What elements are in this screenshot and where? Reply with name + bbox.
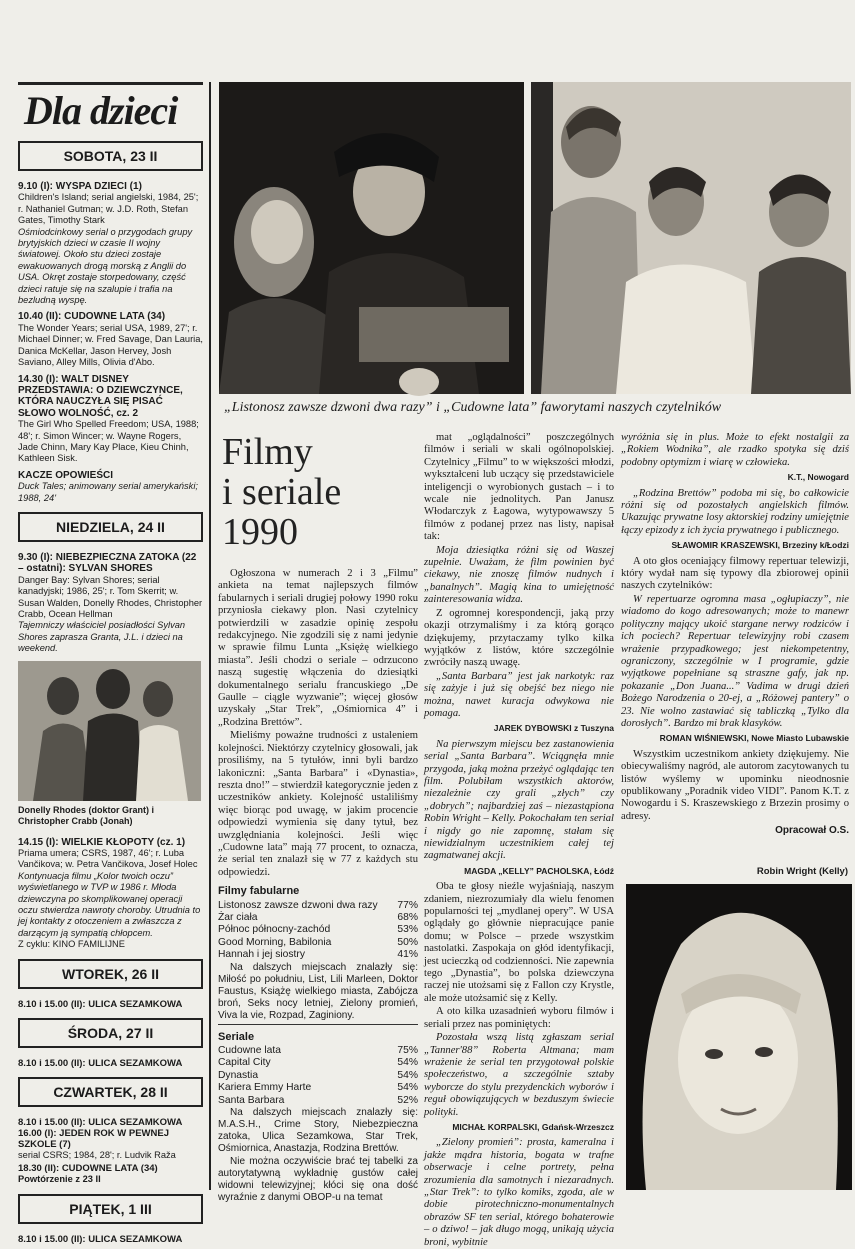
program-title: 9.30 (I): NIEBEZPIECZNA ZATOKA (22 – ostatni): SYLVAN SHORES [18, 551, 197, 575]
robin-wright-portrait-art [626, 884, 852, 1190]
program-entry [18, 311, 203, 368]
article-column-2 [424, 432, 614, 1248]
series-table-title: Seriale [218, 1030, 255, 1043]
reader-quote: W repertuarze ogromna masa „ogłupiaczy”, nie wiadomo do kogo adresowanych; może to manewr polityczny mający ukoić stargane nerwy rodziców i ich pociech? Repertuar telewizyjny robi czasem wrażenie przypadkowego; jest niekompetentny, ograniczony, szczególnie w I programie, gdzie wyjątkowe popełniane są straszne gafy, jak np. pokazanie „Don Juana...” Vadima w drugi dzień Bożego Narodzenia o 20-ej, a „Różowej pantery” o 23. Nie wolno zastawiać się tabliczką „Tylko dla dorosłych”. Bardzo mi brak klasyków. [621, 593, 849, 729]
ranking-title: Dynastia [218, 1069, 259, 1081]
program-line: 8.10 i 15.00 (II): ULICA SEZAMKOWA [18, 1233, 183, 1245]
ranking-title: Cudowne lata [218, 1045, 281, 1056]
day-header-tuesday: WTOREK, 26 II [18, 959, 203, 989]
article-paragraph: Oba te głosy nieźle wyjaśniają, naszym zdaniem, niezrozumiały dla wielu fenomen popularności tej „mydlanej opery”. W USA oglądały go głównie niepracujące panie domu; w Polsce – przede wszystkim nastolatki. Zaspokaja on głód identyfikacji, jest ucieczką od codzienności. Nie zapewnia tego „Dynastia”, bo polska dziewczyna raczej nie utożsami się z Fallon czy Krystle, ale może utożsamić się z Kelly. [424, 881, 614, 1004]
program-line: 8.10 i 15.00 (II): ULICA SEZAMKOWA [18, 1057, 183, 1069]
headline-line-1: Filmy [222, 431, 313, 473]
article-paragraph: Mieliśmy poważne trudności z ustaleniem kolejności. Niektórzy czytelnicy głosowali, jak prosiliśmy, na 5 tytułów, inni byli bardzo lakoniczni: „Santa Barbara” i «Dynastia», reszta dno!” – stwierdził kategorycznie jeden z uczestników ankiety. Kolejność ustaliliśmy więc biorąc pod uwagę, w jakim procencie odpowiedzi wymienia się dany tytuł, bez uwzględniania kolejności. Jeśli więc „Cudowne lata” mają 77 procent, to oznacza, że serial ten znalazł się w 77 z każdych stu odpowiedzi. [218, 730, 418, 878]
program-entry [18, 552, 203, 655]
kids-logo: Dla dzieci [24, 88, 178, 133]
article-paragraph: Nie można oczywiście brać tej tabelki za autorytatywną wykładnię gustów całej widowni telewizyjnej; kłóci się ona dość wyraźnie z danymi OBOP-u na temat [218, 1156, 418, 1204]
editor-signature: Opracował O.S. [775, 825, 849, 837]
films-more: Na dalszych miejscach znalazły się: Miłość po południu, List, Lili Marleen, Doktor Faustus, Książę wielkiego miasta, Zabójcza broń, Seks nocy letniej, Zielony promień, Viva la vie, Rozpad, Zaginiony. [218, 961, 418, 1021]
ranking-row [218, 912, 418, 924]
program-description: Tajemniczy właściciel posiadłości Sylvan Shores zaprasza Granta, J.L. i dzieci na weekend. [18, 620, 186, 654]
program-line: 18.30 (II): CUDOWNE LATA (34) [18, 1163, 158, 1175]
program-title: 14.30 (I): WALT DISNEY PRZEDSTAWIA: O DZIEWCZYNCE, KTÓRA NAUCZYŁA SIĘ PISAĆ SŁOWO WOLNOŚĆ, cz. 2 [18, 373, 183, 419]
reader-signature: JAREK DYBOWSKI z Tuszyna [493, 723, 614, 734]
reader-quote: Moja dziesiątka różni się od Waszej zupełnie. Uważam, że film powinien być ciekawy, nie znoszę filmów nudnych i „banalnych”. Magią kina to umiejętność zainteresowania widza. [424, 544, 614, 606]
article-column-1 [218, 568, 418, 1204]
program-details: Duck Tales; animowany serial amerykański; 1988, 24' [18, 481, 198, 503]
ranking-title: Hannah i jej siostry [218, 949, 305, 961]
photo-caption: Donelly Rhodes (doktor Grant) i Christopher Crabb (Jonah) [18, 804, 155, 826]
wonder-years-film-still [531, 82, 851, 394]
day-header-sunday: NIEDZIELA, 24 II [18, 512, 203, 542]
program-line: 8.10 i 15.00 (II): ULICA SEZAMKOWA [18, 998, 183, 1010]
danger-bay-photo-art [18, 661, 201, 801]
reader-signature: ROMAN WIŚNIEWSKI, Nowe Miasto Lubawskie [659, 733, 849, 744]
ranking-percent: 54% [397, 1082, 418, 1094]
reader-quote: Na pierwszym miejscu bez zastanowienia serial „Santa Barbara”. Wciągnęła mnie przygoda, jaką można przeżyć oglądając ten film. Polubiłam wszystkich aktorów, niezależnie czy grali „złych” czy „dobrych”; najbardziej zaś – niezastąpiona Robin Wright – Kelly. Pokochałam ten serial i nigdy go nie zapomnę, stałam się niewidzialnym uczestnikiem całej tej zagmatwanej akcji. [424, 738, 614, 862]
day-header-friday: PIĄTEK, 1 III [18, 1194, 203, 1224]
ranking-percent: 54% [397, 1069, 418, 1081]
ranking-percent: 75% [397, 1045, 418, 1056]
program-title: 14.15 (I): WIELKIE KŁOPOTY (cz. 1) [18, 836, 186, 848]
program-title: 9.10 (I): WYSPA DZIECI (1) [18, 181, 142, 192]
photo-credit: Robin Wright (Kelly) [756, 866, 848, 877]
ranking-title: Żar ciała [218, 911, 258, 923]
wonder-years-film-still-art [531, 82, 851, 394]
article-lead: Ogłoszona w numerach 2 i 3 „Filmu” ankieta na temat najlepszych filmów fabularnych i seriali drugiej połowy 1990 roku przyniosła ciekawy plon. Nasi czytelnicy potwierdzili w zasadzie opinię zespołu redakcyjnego. Nie zgodzili się z nami jedynie w sprawie filmu Lunta „Księżę wielkiego miasta”. Jeśli chodzi o seriale – odrzucono naszą sugestię włączenia do dziesiątki dokumentalnego serialu francuskiego „De Gaulle – ciągle wyzwanie”; więcej głosów uzyskały „Star Trek”, „Ośmiornica 4” i „Rodzina Brettów”. [218, 568, 418, 728]
reader-signature: MICHAŁ KORPALSKI, Gdańsk-Wrzeszcz [452, 1121, 614, 1132]
reader-quote: Pozostała wszą listą zgłaszam serial „Tanner'88” Roberta Altmana; mam wrażenie że serial ten przygotował polskie społeczeństwo, a szczególnie sztaby wyborcze do stylu prezydenckich wyborów i reguł obowiązujących w bezduszym świecie polityki. [424, 1032, 614, 1118]
program-title: KACZE OPOWIEŚCI [18, 469, 114, 481]
program-description: Ośmiodcinkowy serial o przygodach grupy brytyjskich dzieci w czasie II wojny światowej. Około stu dzieci zostaje ewakuowanych drogą morską z Anglii do USA. Okręt zostaje storpedowany, część dzieci ratuje się na szalupie i trafia na bezludną wyspę. [18, 226, 193, 306]
headline-line-3: 1990 [222, 511, 298, 553]
program-details: serial CSRS; 1984, 28'; r. Ludvik Raža [18, 1149, 176, 1160]
program-title: 10.40 (II): CUDOWNE LATA (34) [18, 311, 166, 323]
ranking-percent: 52% [397, 1094, 418, 1106]
program-details: Danger Bay: Sylvan Shores; serial kanadyjski; 1986, 25'; r. Tom Skerrit; w. Susan Walden, Donelly Rhodes, Christopher Crabb, Ocean Hellman [18, 574, 203, 619]
ranking-percent: 50% [397, 936, 418, 948]
ranking-title: Good Morning, Babilonia [218, 936, 332, 948]
article-headline [222, 432, 422, 552]
ranking-title: Santa Barbara [218, 1094, 285, 1106]
program-entry [18, 837, 203, 951]
ranking-row [218, 1045, 418, 1057]
program-details: Children's Island; serial angielski, 1984, 25'; r. Nathaniel Gutman; w. J.D. Roth, Stefan Gates, Timothy Stark [18, 192, 199, 226]
column-top-rule [18, 82, 203, 85]
article-paragraph: Z ogromnej korespondencji, jaką przy okazji otrzymaliśmy i za którą gorąco dziękujemy, przytaczamy tylko kilka wyjątków z listów, które szczególnie zwróciły naszą uwagę. [424, 607, 614, 669]
reader-quote: wyróżnia się in plus. Może to efekt nostalgii za „Rokiem Wodnika”, ale rzadko spotyka się dziś podobny optymizm i wiarę w człowieka. [621, 432, 849, 468]
films-table-title: Filmy fabularne [218, 885, 300, 898]
ranking-title: Capital City [218, 1057, 271, 1069]
ranking-row [218, 937, 418, 949]
reader-quote: „Rodzina Brettów” podoba mi się, bo całkowicie różni się od pozostałych angielskich filmów. Ukazując prywatne losy aktorskiej rodziny umiejętnie łączy epizody z ich życia prywatnego i publicznego. [621, 487, 849, 536]
article-column-3 [621, 432, 849, 852]
program-details: The Girl Who Spelled Freedom; USA, 1988; 48'; r. Simon Wincer; w. Wayne Rogers, Jade Chinn, Mary Kay Place, Kieu Chinh, Kathleen Sisk. [18, 419, 199, 464]
day-header-saturday: SOBOTA, 23 II [18, 141, 203, 171]
ranking-row [218, 949, 418, 961]
ranking-row [218, 1082, 418, 1094]
ranking-row [218, 1057, 418, 1069]
postman-film-still [219, 82, 524, 394]
postman-film-still-art [219, 82, 524, 394]
reader-quote: „Zielony promień”: prosta, kameralna i jakże mądra historia, bogata w trafne obserwacje i celne portrety, pełna zrozumienia dla samotnych i niezaradnych. „Star Trek”: to tylko komiks, zgoda, ale w dobie pirotechniczno-monumentalnych obrazów SF ten serial, którego bohaterowie – o dziwo! – jak długo mogą, unikają użycia broni, wybitnie [424, 1137, 614, 1248]
photos-caption: „Listonosz zawsze dzwoni dwa razy” i „Cudowne lata” faworytami naszych czytelników [224, 400, 722, 415]
ranking-percent: 53% [397, 924, 418, 936]
program-entry [18, 374, 203, 465]
program-entry [18, 470, 203, 504]
kids-column [8, 82, 211, 1245]
program-details: Priama umera; CSRS, 1987, 46'; r. Luba Vančikova; w. Petra Vančikova, Josef Holec [18, 848, 198, 870]
article-paragraph: mat „oglądalności” poszczególnych filmów i seriali w skali ogólnopolskiej. Czytelnicy „Filmu” to w większości młodzi, wykształceni lub uczący się przedstawiciele inteligencji o wyrobionych gustach – i to wcale nie jednolitych. Pan Janusz Włodarczyk z Łagowa, wytypowawszy 5 filmów z podanej przez nas listy, napisał tak: [424, 432, 614, 543]
series-more: Na dalszych miejscach znalazły się: M.A.S.H., Crime Story, Niebezpieczna zatoka, Ulica Sezamkowa, Star Trek, Ośmiornica, Anastazja, Rodzina Brettów. [218, 1107, 418, 1155]
program-entry [18, 181, 203, 306]
program-line: 8.10 i 15.00 (II): ULICA SEZAMKOWA [18, 1116, 183, 1128]
danger-bay-photo [18, 661, 201, 801]
reader-signature: SŁAWOMIR KRASZEWSKI, Brzeziny k/Łodzi [671, 540, 849, 551]
ranking-percent: 54% [397, 1057, 418, 1069]
ranking-title: Północ północny-zachód [218, 924, 331, 936]
ranking-title: Kariera Emmy Harte [218, 1082, 312, 1094]
reader-signature: K.T., Nowogard [787, 472, 849, 483]
ranking-row [218, 1095, 418, 1107]
day-header-wednesday: ŚRODA, 27 II [18, 1018, 203, 1048]
ranking-title: Listonosz zawsze dzwoni dwa razy [218, 899, 378, 911]
table-divider [218, 1024, 418, 1025]
ranking-percent: 77% [397, 899, 418, 911]
ranking-row [218, 900, 418, 912]
program-details: Powtórzenie z 23 II [18, 1174, 101, 1185]
day-header-thursday: CZWARTEK, 28 II [18, 1077, 203, 1107]
ranking-percent: 41% [397, 949, 418, 961]
reader-signature: MAGDA „KELLY” PACHOLSKA, Łódź [464, 865, 614, 876]
reader-quote: „Santa Barbara” jest jak narkotyk: raz się zażyje i już się obejść bez niego nie można, nawet kuracja odwykowa nie pomaga. [424, 670, 614, 719]
program-description: Kontynuacja filmu „Kolor twoich oczu” wyświetlanego w TVP w 1986 r. Młoda dziewczyna po skomplikowanej operacji oczu stwierdza nawroty choroby. Utrudnia to jej kontakty z otoczeniem a zwłaszcza z darzącym ją sympatią chłopcem. [18, 870, 201, 938]
ranking-percent: 68% [397, 911, 418, 923]
program-details: The Wonder Years; serial USA, 1989, 27'; r. Michael Dinner; w. Fred Savage, Dan Lauria, Danica McKellar, Jason Hervey, Josh Saviano, Alley Mills, Olivia d'Abo. [18, 322, 203, 368]
robin-wright-portrait [626, 884, 852, 1190]
ranking-row [218, 924, 418, 936]
program-cycle: Z cyklu: KINO FAMILIJNE [18, 939, 125, 950]
program-line: 16.00 (I): JEDEN ROK W PEWNEJ SZKOLE (7) [18, 1127, 169, 1150]
headline-line-2: i seriale [222, 471, 342, 513]
article-paragraph: Wszystkim uczestnikom ankiety dziękujemy. Nie obiecywaliśmy nagród, ale autorom zacytowanych tu listów wyślemy w upominku nieodnosnie opublikowany „Poradnik video VIDI”. Panom K.T. z Nowogardu i S. Kraszewskiego z Brzezin prosimy o adresy. [621, 748, 849, 822]
article-paragraph: A oto kilka uzasadnień wyboru filmów i seriali przez nas pominiętych: [424, 1006, 614, 1030]
article-paragraph: A oto głos oceniający filmowy repertuar telewizji, który wydał nam się typowy dla zbiorowej opinii naszych czytelników: [621, 555, 849, 592]
ranking-row [218, 1070, 418, 1082]
